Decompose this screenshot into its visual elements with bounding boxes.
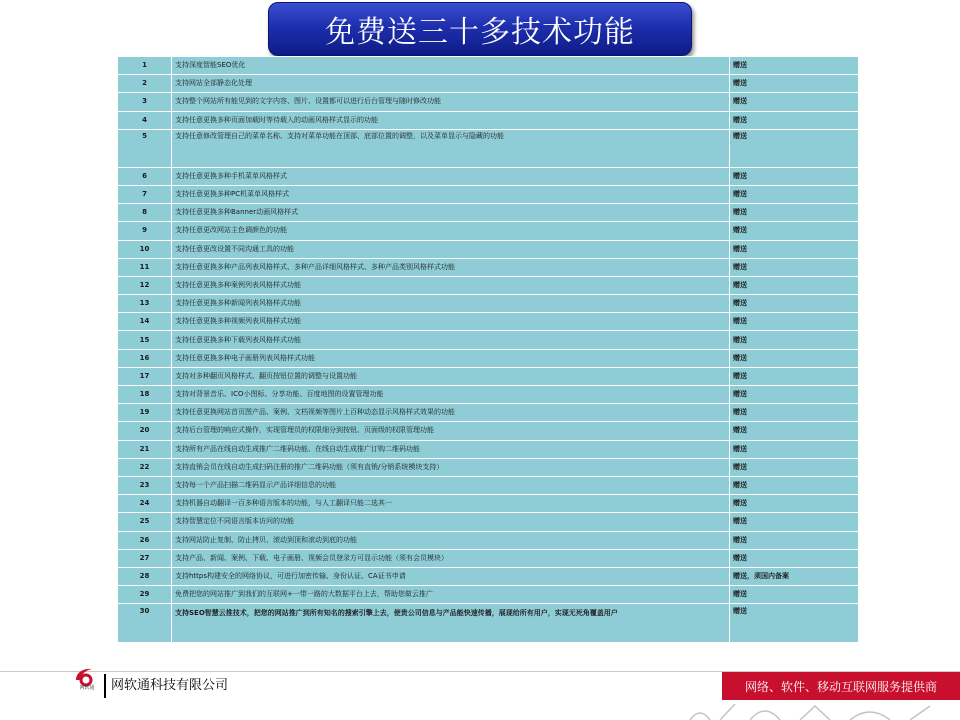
feature-status: 赠送 <box>730 129 859 167</box>
feature-description: 支持整个网站所有能见到的文字内容、图片、设置都可以进行后台管理与随时修改功能 <box>172 93 730 111</box>
row-number: 5 <box>118 129 172 167</box>
feature-description: 支持网站全部静态化处理 <box>172 75 730 93</box>
feature-status: 赠送 <box>730 222 859 240</box>
table-row <box>118 476 859 494</box>
row-number: 7 <box>118 185 172 203</box>
feature-status: 赠送 <box>730 204 859 222</box>
feature-status: 赠送 <box>730 531 859 549</box>
table-row <box>118 513 859 531</box>
feature-status: 赠送 <box>730 240 859 258</box>
row-number: 18 <box>118 386 172 404</box>
feature-status: 赠送 <box>730 111 859 129</box>
feature-description: 支持对背景音乐、ICO小图标、分享功能、百度地图的设置管理功能 <box>172 386 730 404</box>
feature-description: 支持SEO智慧云推技术，把您的网站推广到所有知名的搜索引擎上去，使贵公司信息与产品能快速传播，展现给所有用户，实现无死角覆盖用户 <box>172 604 730 643</box>
table-row <box>118 93 859 111</box>
table-row <box>118 167 859 185</box>
table-row <box>118 422 859 440</box>
feature-status: 赠送 <box>730 404 859 422</box>
row-number: 28 <box>118 567 172 585</box>
feature-status: 赠送 <box>730 549 859 567</box>
table-row <box>118 222 859 240</box>
row-number: 20 <box>118 422 172 440</box>
row-number: 22 <box>118 458 172 476</box>
row-number: 26 <box>118 531 172 549</box>
table-row <box>118 404 859 422</box>
feature-status: 赠送 <box>730 513 859 531</box>
company-logo-icon <box>72 666 102 690</box>
feature-description: 免费把您的网站推广到我们的互联网+一带一路的大数据平台上去，帮助您做云推广 <box>172 586 730 604</box>
row-number: 13 <box>118 295 172 313</box>
table-row <box>118 204 859 222</box>
table-row <box>118 495 859 513</box>
row-number: 14 <box>118 313 172 331</box>
feature-status: 赠送 <box>730 258 859 276</box>
row-number: 29 <box>118 586 172 604</box>
feature-status: 赠送 <box>730 495 859 513</box>
logo-text: 网软通 <box>79 685 95 690</box>
footer-band <box>722 672 960 700</box>
row-number: 15 <box>118 331 172 349</box>
feature-status: 赠送 <box>730 331 859 349</box>
row-number: 25 <box>118 513 172 531</box>
feature-status: 赠送 <box>730 349 859 367</box>
feature-description: 支持任意更换多种案例列表风格样式功能 <box>172 276 730 294</box>
feature-description: 支持直销会员在线自动生成扫码注册的推广二维码功能（须有直销/分销系统模块支持） <box>172 458 730 476</box>
feature-status: 赠送 <box>730 440 859 458</box>
feature-status: 赠送 <box>730 313 859 331</box>
row-number: 21 <box>118 440 172 458</box>
row-number: 17 <box>118 367 172 385</box>
feature-status: 赠送，须国内备案 <box>730 567 859 585</box>
table-row <box>118 111 859 129</box>
table-row <box>118 586 859 604</box>
row-number: 10 <box>118 240 172 258</box>
feature-description: 支持深度智能SEO优化 <box>172 57 730 75</box>
table-row <box>118 367 859 385</box>
row-number: 12 <box>118 276 172 294</box>
row-number: 19 <box>118 404 172 422</box>
feature-status: 赠送 <box>730 57 859 75</box>
feature-status: 赠送 <box>730 586 859 604</box>
table-row <box>118 440 859 458</box>
row-number: 23 <box>118 476 172 494</box>
table-row <box>118 57 859 75</box>
row-number: 2 <box>118 75 172 93</box>
feature-description: 支持每一个产品扫描二维码显示产品详细信息的功能 <box>172 476 730 494</box>
feature-description: 支持任意更换网站首页图产品、案例、文档视频等图片上百种动态显示风格样式效果的功能 <box>172 404 730 422</box>
feature-description: 支持任意更换多种手机菜单风格样式 <box>172 167 730 185</box>
feature-description: 支持任意更换多种页面加载时等待载入的动画风格样式显示的功能 <box>172 111 730 129</box>
feature-description: 支持任意更改设置不同沟通工具的功能 <box>172 240 730 258</box>
feature-status: 赠送 <box>730 276 859 294</box>
feature-description: 支持任意更换多种Banner动画风格样式 <box>172 204 730 222</box>
feature-description: 支持任意更换多种视频列表风格样式功能 <box>172 313 730 331</box>
row-number: 8 <box>118 204 172 222</box>
row-number: 27 <box>118 549 172 567</box>
page-title: 免费送三十多技术功能 <box>325 15 635 50</box>
table-row <box>118 258 859 276</box>
feature-description: 支持对多种翻页风格样式、翻页按钮位置的调整与设置功能 <box>172 367 730 385</box>
feature-description: 支持任意更换多种产品列表风格样式、多种产品详细风格样式、多种产品类别风格样式功能 <box>172 258 730 276</box>
feature-description: 支持所有产品在线自动生成推广二维码功能、在线自动生成推广订购二维码功能 <box>172 440 730 458</box>
feature-status: 赠送 <box>730 75 859 93</box>
row-number: 3 <box>118 93 172 111</box>
feature-description: 支持https构建安全的网络协议，可进行加密传输、身份认证、CA证书申请 <box>172 567 730 585</box>
table-row <box>118 604 859 643</box>
row-number: 30 <box>118 604 172 643</box>
feature-status: 赠送 <box>730 295 859 313</box>
feature-description: 支持后台管理的响应式操作，实现管理员的权限细分到按钮、页面级的权限管理功能 <box>172 422 730 440</box>
table-row <box>118 349 859 367</box>
table-row <box>118 240 859 258</box>
table-row <box>118 549 859 567</box>
title-banner <box>268 2 692 56</box>
feature-description: 支持任意更换多种新闻列表风格样式功能 <box>172 295 730 313</box>
table-row <box>118 458 859 476</box>
feature-description: 支持智慧定位不同语言版本访问的功能 <box>172 513 730 531</box>
row-number: 24 <box>118 495 172 513</box>
feature-description: 支持任意更换多种PC机菜单风格样式 <box>172 185 730 203</box>
table-row <box>118 276 859 294</box>
row-number: 16 <box>118 349 172 367</box>
company-name: 网软通科技有限公司 <box>104 674 228 698</box>
table-row <box>118 75 859 93</box>
table-row <box>118 295 859 313</box>
feature-status: 赠送 <box>730 167 859 185</box>
feature-status: 赠送 <box>730 604 859 643</box>
feature-description: 支持任意更改网站主色调颜色的功能 <box>172 222 730 240</box>
footer-slogan: 网络、软件、移动互联网服务提供商 <box>744 679 937 694</box>
table-row <box>118 531 859 549</box>
table-row <box>118 129 859 167</box>
table-row <box>118 567 859 585</box>
row-number: 9 <box>118 222 172 240</box>
feature-description: 支持产品、新闻、案例、下载、电子画册、视频会员登录方可显示功能（须有会员模块） <box>172 549 730 567</box>
table-row <box>118 185 859 203</box>
feature-status: 赠送 <box>730 93 859 111</box>
table-row <box>118 313 859 331</box>
table-row <box>118 331 859 349</box>
feature-status: 赠送 <box>730 422 859 440</box>
feature-status: 赠送 <box>730 476 859 494</box>
feature-description: 支持任意更换多种下载列表风格样式功能 <box>172 331 730 349</box>
feature-status: 赠送 <box>730 386 859 404</box>
watermark-decoration <box>680 698 960 720</box>
feature-description: 支持机器自动翻译一百多种语言版本的功能，与人工翻译只能二选其一 <box>172 495 730 513</box>
features-table <box>117 56 859 643</box>
row-number: 1 <box>118 57 172 75</box>
row-number: 6 <box>118 167 172 185</box>
table-row <box>118 386 859 404</box>
row-number: 11 <box>118 258 172 276</box>
feature-description: 支持网站防止复制、防止拷贝、滚动到顶和滚动到底的功能 <box>172 531 730 549</box>
row-number: 4 <box>118 111 172 129</box>
feature-status: 赠送 <box>730 458 859 476</box>
feature-description: 支持任意修改管理自己的菜单名称、支持对菜单功能在顶部、底部位置的调整，以及菜单显示与隐藏的功能 <box>172 129 730 167</box>
feature-description: 支持任意更换多种电子画册列表风格样式功能 <box>172 349 730 367</box>
feature-status: 赠送 <box>730 185 859 203</box>
feature-status: 赠送 <box>730 367 859 385</box>
